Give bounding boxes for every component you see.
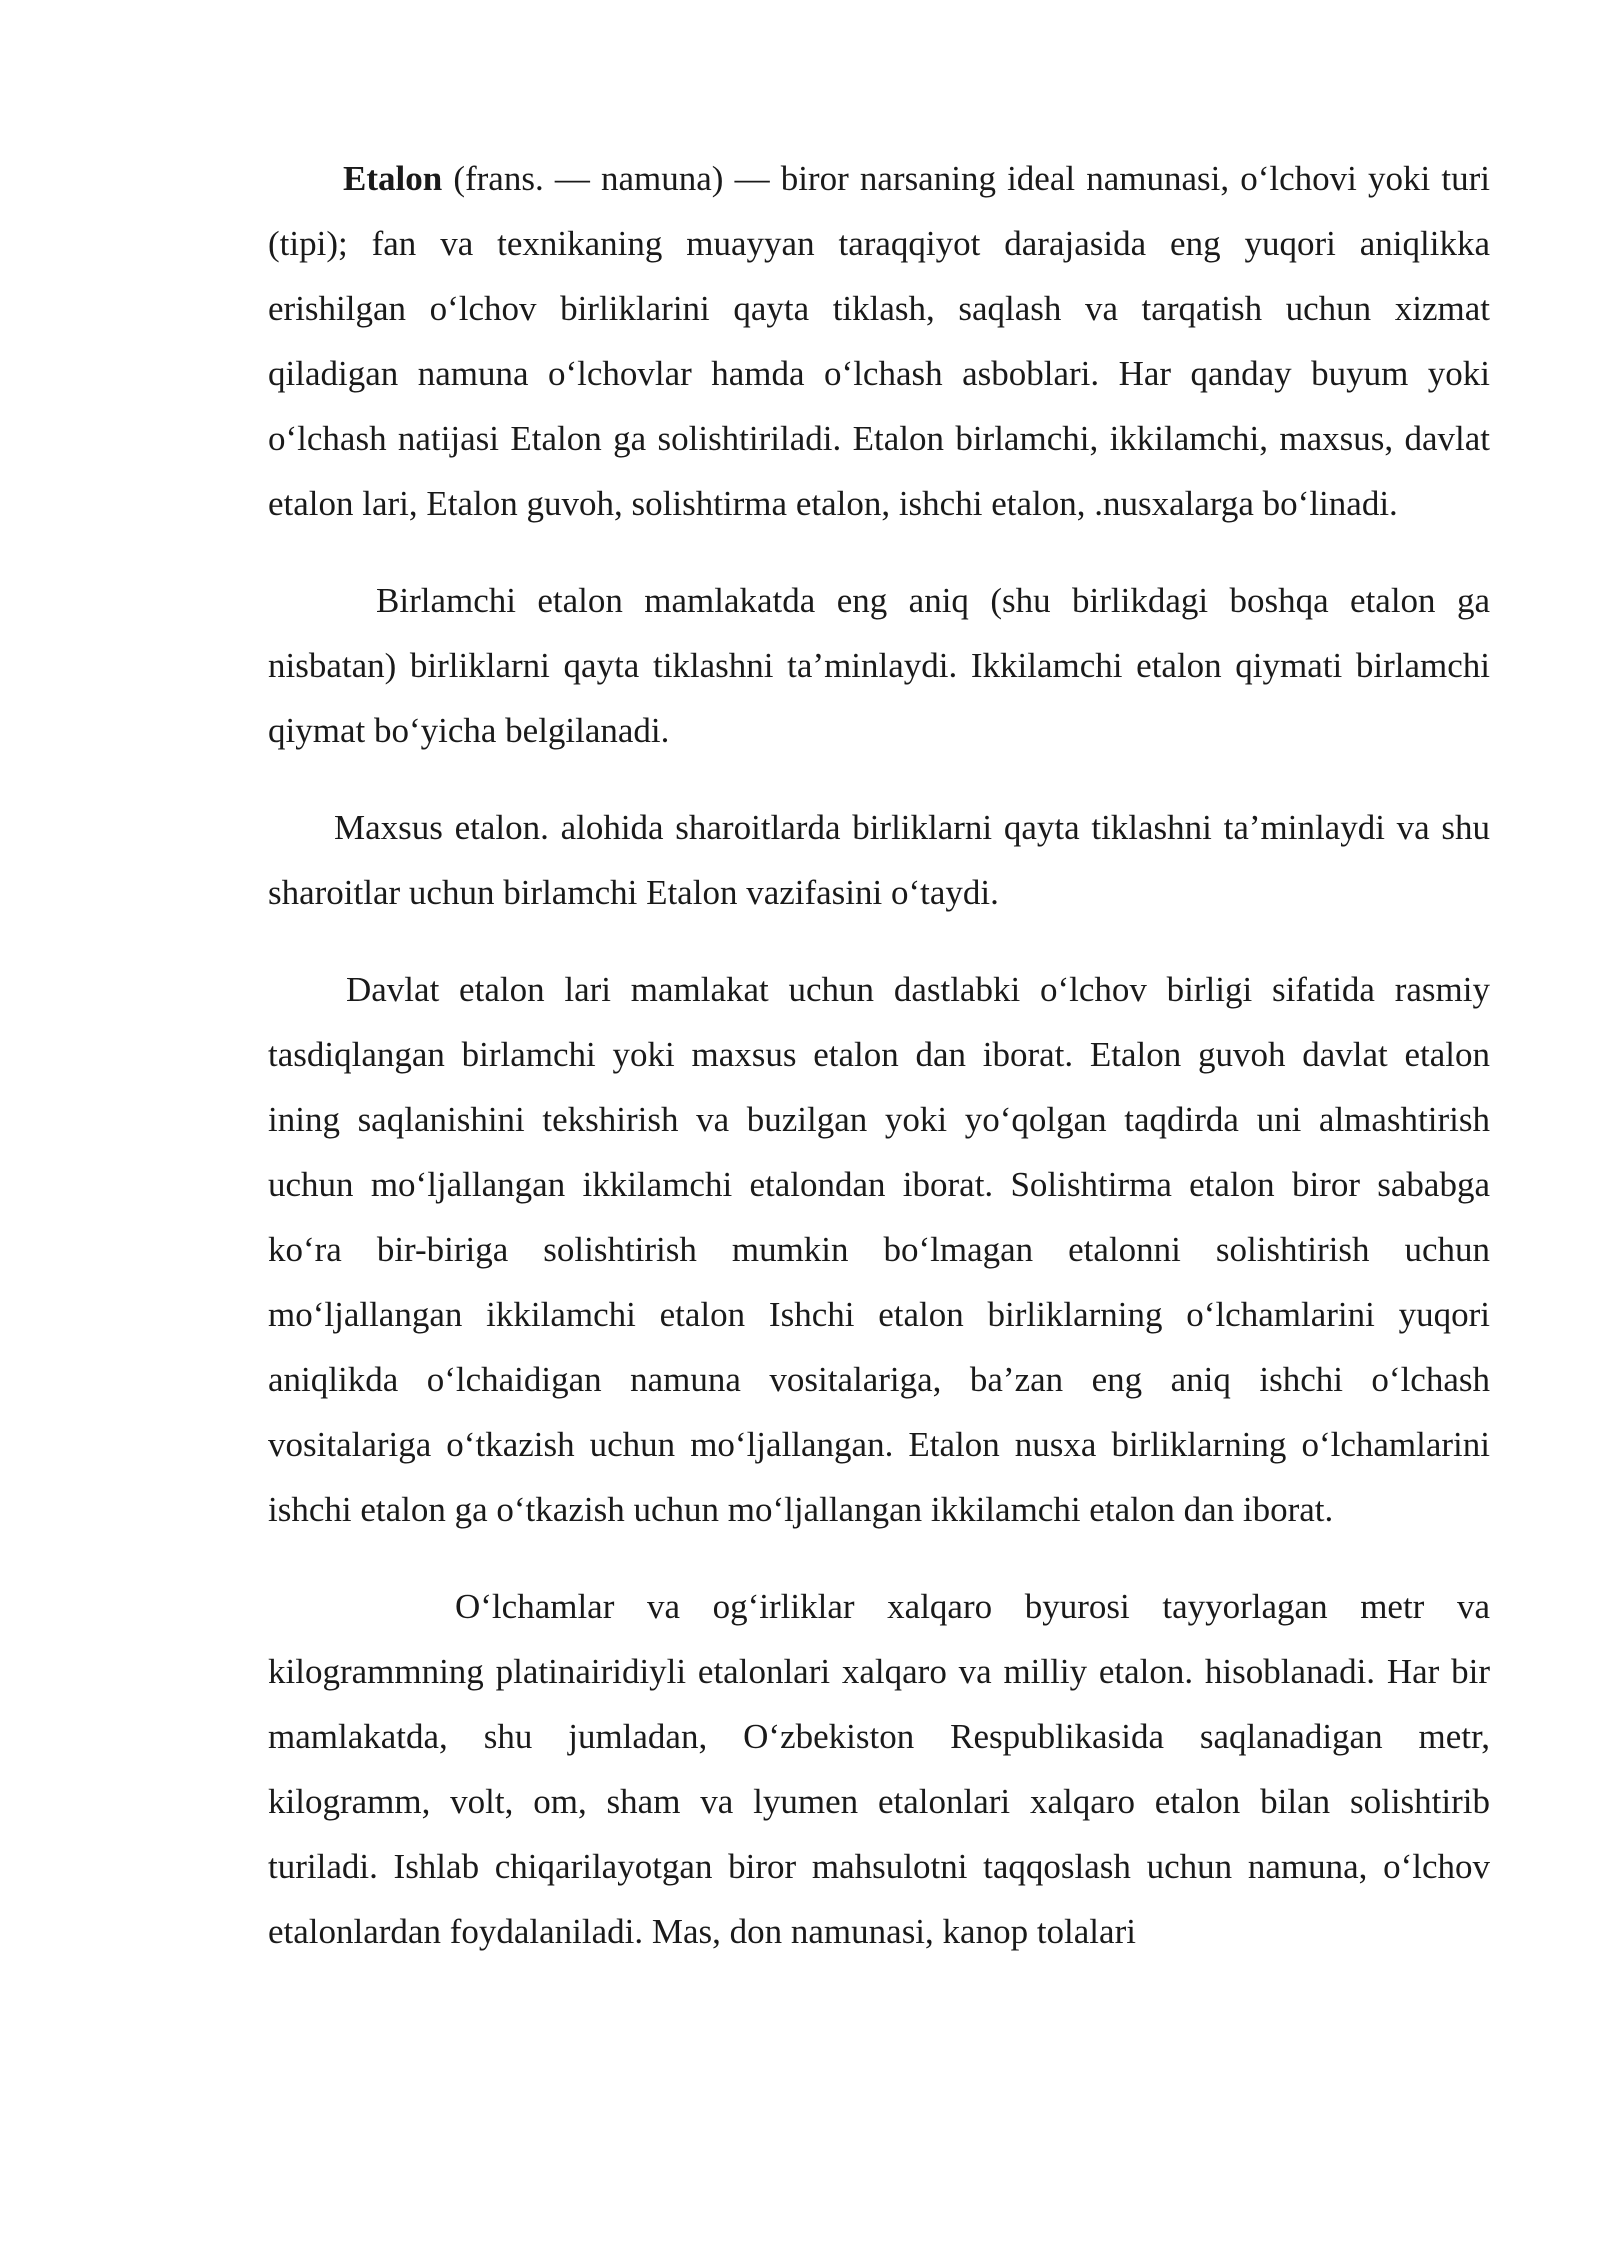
paragraph-birlamchi-etalon: Birlamchi etalon mamlakatda eng aniq (shu birlikdagi boshqa etalon ga nisbatan) birliklarni qayta tiklashni ta’minlaydi. Ikkilamchi etalon qiymati birlamchi qiymat bo‘yicha belgilanadi.	[268, 581, 1490, 750]
paragraph-etalon-definition-text: (frans. — namuna) — biror narsaning ideal namunasi, o‘lchovi yoki turi (tipi); fan va texnikaning muayyan taraqqiyot darajasida eng yuqori aniqlikka erishilgan o‘lchov birliklarini qayta tiklash, saqlash va tarqatish uchun xizmat qiladigan namuna o‘lchovlar hamda o‘lchash asboblari. Har qanday buyum yoki o‘lchash natijasi Etalon ga solishtiriladi. Etalon birlamchi, ikkilamchi, maxsus, davlat etalon lari, Etalon guvoh, solishtirma etalon, ishchi etalon, .nusxalarga bo‘linadi.	[268, 159, 1490, 523]
paragraph-maxsus-etalon: Maxsus etalon. alohida sharoitlarda birliklarni qayta tiklashni ta’minlaydi va shu sharoitlar uchun birlamchi Etalon vazifasini o‘taydi.	[268, 808, 1490, 912]
paragraph-etalon-definition	[268, 146, 1490, 536]
term-etalon: Etalon	[343, 159, 443, 198]
document-body	[268, 146, 1490, 1996]
paragraph-xalqaro-etalon: O‘lchamlar va og‘irliklar xalqaro byurosi tayyorlagan metr va kilogrammning platinairidiyli etalonlari xalqaro va milliy etalon. hisoblanadi. Har bir mamlakatda, shu jumladan, O‘zbekiston Respublikasida saqlanadigan metr, kilogramm, volt, om, sham va lyumen etalonlari xalqaro etalon bilan solishtirib turiladi. Ishlab chiqarilayotgan biror mahsulotni taqqoslash uchun namuna, o‘lchov etalonlardan foydalaniladi. Mas, don namunasi, kanop tolalari	[268, 1587, 1490, 1951]
paragraph-davlat-etalon: Davlat etalon lari mamlakat uchun dastlabki o‘lchov birligi sifatida rasmiy tasdiqlangan birlamchi yoki maxsus etalon dan iborat. Etalon guvoh davlat etalon ining saqlanishini tekshirish va buzilgan yoki yo‘qolgan taqdirda uni almashtirish uchun mo‘ljallangan ikkilamchi etalondan iborat. Solishtirma etalon biror sababga ko‘ra bir-biriga solishtirish mumkin bo‘lmagan etalonni solishtirish uchun mo‘ljallangan ikkilamchi etalon Ishchi etalon birliklarning o‘lchamlarini yuqori aniqlikda o‘lchaidigan namuna vositalariga, ba’zan eng aniq ishchi o‘lchash vositalariga o‘tkazish uchun mo‘ljallangan. Etalon nusxa birliklarning o‘lchamlarini ishchi etalon ga o‘tkazish uchun mo‘ljallangan ikkilamchi etalon dan iborat.	[268, 970, 1490, 1529]
